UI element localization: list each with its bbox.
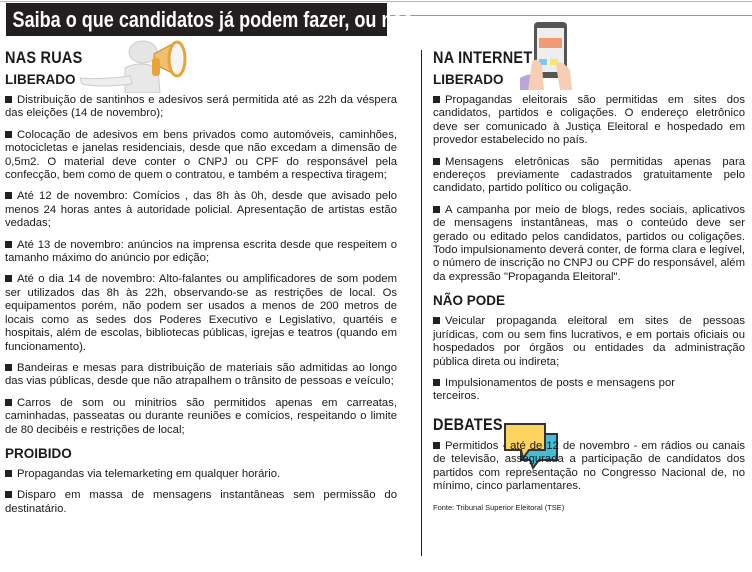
bullet-icon: [5, 275, 12, 282]
subheading-proibido: PROIBIDO: [5, 445, 72, 461]
page-title: Saiba o que candidatos já podem fazer, ou não: [12, 7, 414, 32]
bullet-icon: [5, 491, 12, 498]
bullet-icon: [5, 131, 12, 138]
subheading-liberado: LIBERADO: [433, 72, 504, 87]
list-item: Colocação de adesivos em bens privados como automóveis, caminhões, motocicletas e janelas residenciais, desde que não excedam a dimensão de 0,5m2. O material deve conter o CNPJ ou CPF do responsável pela confecção, bem como de quem o contratou, e também a respectiva tiragem;: [5, 128, 397, 182]
list-item: Permitidos - até de 12 de novembro - em rádios ou canais de televisão, assegurada a participação de candidatos dos partidos com representação no Congresso Nacional de, no mínimo, cinco parlamentares.: [433, 439, 745, 492]
bullet-icon: [433, 317, 440, 324]
section-heading-nas-ruas: NAS RUAS: [5, 48, 83, 67]
list-item: Carros de som ou minitrios são permitidos apenas em carreatas, caminhadas, passeatas ou durante reuniões e comícios, respeitando o limite de 80 decibéis e restrições de local;: [5, 396, 397, 436]
nas-ruas-column: [5, 46, 397, 524]
list-item: Propagandas eleitorais são permitidas em sites dos candidatos, partidos e coligações. O endereço eletrônico deve ser comunicado à Justiça Eleitoral e hospedado em provedor estabelecido no país.: [433, 94, 745, 147]
list-item: Até o dia 14 de novembro: Alto-falantes ou amplificadores de som podem ser utilizados das 8h às 22h, observando-se as restrições de local. Os equipamentos porém, não podem ser usados a menos de 200 metros de locais como as sedes dos Poderes Executivo e Legislativo, quartéis e hospitais, além de escolas, bibliotecas públicas, igrejas e teatros (quando em funcionamento).: [5, 273, 397, 353]
bullet-icon: [5, 364, 12, 371]
bullet-icon: [433, 442, 440, 449]
subheading-liberado: LIBERADO: [5, 72, 76, 87]
list-item: A campanha por meio de blogs, redes sociais, aplicativos de mensagens instantâneas, mas o conteúdo deve ser gerado ou editado pelos candidatos, partidos ou coligações. Todo impulsionamento deverá conter, de forma clara e legível, o número de inscrição no CNPJ ou CPF do responsável, além da expressão "Propaganda Eleitoral".: [433, 203, 745, 283]
bullet-icon: [5, 241, 12, 248]
list-item: Propagandas via telemarketing em qualquer horário.: [5, 468, 397, 481]
bullet-icon: [5, 470, 12, 477]
list-item: Distribuição de santinhos e adesivos será permitida até as 22h da véspera das eleições (14 de novembro);: [5, 94, 397, 120]
top-rule-secondary: [380, 15, 752, 16]
list-item: Mensagens eletrônicas são permitidas apenas para endereços previamente cadastrados gratuitamente pelo candidato, partido político ou coligação.: [433, 155, 745, 195]
list-item: Até 12 de novembro: Comícios , das 8h às 0h, desde que avisado pelo menos 24 horas antes à autoridade policial. Apresentação de artistas estão vedadas;: [5, 190, 397, 230]
title-bar: [6, 3, 414, 36]
bullet-icon: [433, 206, 440, 213]
bullet-icon: [433, 379, 440, 386]
column-divider: [421, 50, 422, 556]
bullet-icon: [433, 96, 440, 103]
bullet-icon: [5, 399, 12, 406]
na-internet-column: [433, 46, 745, 515]
bullet-icon: [5, 192, 12, 199]
bullet-icon: [433, 158, 440, 165]
section-heading-debates: DEBATES: [433, 414, 503, 434]
list-item: Veicular propaganda eleitoral em sites de pessoas jurídicas, com ou sem fins lucrativos, e em portais oficiais ou hospedados por órgãos ou entidades da administração pública direta ou indireta;: [433, 315, 745, 368]
list-item: Até 13 de novembro: anúncios na imprensa escrita desde que respeitem o tamanho máximo do anúncio por edição;: [5, 238, 397, 265]
source-note: Fonte: Tribunal Superior Eleitoral (TSE): [433, 503, 565, 513]
list-item: Disparo em massa de mensagens instantâneas sem permissão do destinatário.: [5, 489, 397, 515]
bullet-icon: [5, 96, 12, 103]
list-item: Impulsionamentos de posts e mensagens por terceiros.: [433, 376, 675, 403]
list-item: Bandeiras e mesas para distribuição de materiais são admitidas ao longo das vias públicas, desde que não atrapalhem o trânsito de pessoas e veículo;: [5, 361, 397, 388]
top-rule: [0, 1, 752, 2]
section-heading-na-internet: NA INTERNET: [433, 48, 533, 67]
subheading-nao-pode: NÃO PODE: [433, 293, 506, 309]
